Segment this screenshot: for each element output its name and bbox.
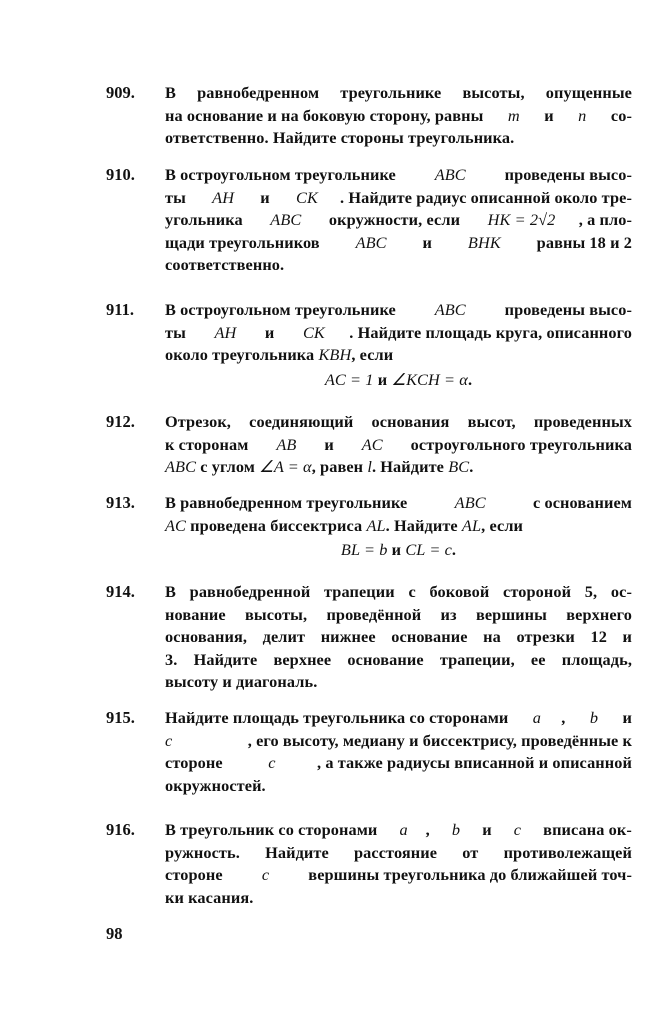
problem-number: 911. xyxy=(106,300,134,319)
math-expression: AB xyxy=(276,434,297,454)
text-line xyxy=(165,232,632,255)
text-segment: В равнобедренном треугольнике xyxy=(165,493,412,512)
problem-text xyxy=(165,819,632,909)
problem-number: 915. xyxy=(106,708,135,727)
math-expression: AC = 1 xyxy=(324,369,374,389)
math-expression: HK = 2√2 xyxy=(487,210,556,230)
text-segment: . xyxy=(467,369,473,389)
math-expression: ABC xyxy=(434,300,466,319)
text-line xyxy=(165,322,632,345)
math-expression: b xyxy=(589,708,599,727)
text-segment: вершины треугольника до ближайшей точ- xyxy=(304,865,632,885)
text-segment: и xyxy=(387,540,406,560)
text-segment: . Найдите радиус описанной около тре- xyxy=(340,187,632,207)
math-expression: AL xyxy=(461,515,482,535)
problem-909 xyxy=(106,82,632,150)
text-segment: с основанием xyxy=(528,493,632,512)
problem-text xyxy=(165,164,632,277)
math-expression: n xyxy=(578,105,587,125)
math-expression: ∠KCH = α xyxy=(391,369,468,389)
math-expression: CL = c xyxy=(405,540,452,560)
math-expression: AL xyxy=(366,515,386,535)
math-expression: BHK xyxy=(467,232,501,252)
problem-914 xyxy=(106,581,632,694)
problem-number: 916. xyxy=(106,820,135,839)
problem-number: 909. xyxy=(106,83,135,102)
problem-text xyxy=(165,707,632,797)
text-segment: на основание и на боковую сторону, равны xyxy=(165,105,488,125)
text-segment: . Найдите xyxy=(371,457,449,477)
text-segment: стороне xyxy=(165,753,227,773)
text-segment: В равнобедренном треугольнике высоты, опущенные xyxy=(165,83,632,102)
problem-text xyxy=(165,411,632,479)
text-segment: . xyxy=(469,457,474,477)
problem-number: 912. xyxy=(106,412,135,431)
text-segment: 3. Найдите верхнее основание трапеции, ее площадь, xyxy=(165,649,632,669)
page-number: 98 xyxy=(106,924,123,943)
text-segment: стороне xyxy=(165,865,227,885)
text-segment: и xyxy=(260,322,279,342)
problem-text xyxy=(165,492,632,562)
text-segment: проведена биссектриса xyxy=(186,515,367,535)
problem-number: 910. xyxy=(106,165,135,184)
text-segment: проведены высо- xyxy=(500,165,632,184)
math-expression: b xyxy=(451,820,461,839)
text-segment: и xyxy=(618,708,632,727)
math-expression: KBH xyxy=(318,345,352,365)
problem-910 xyxy=(106,164,632,277)
problem-number: 913. xyxy=(106,493,135,512)
text-segment: , равен xyxy=(311,457,368,477)
text-segment: и xyxy=(540,105,558,125)
text-segment: В треугольник со сторонами xyxy=(165,820,382,839)
text-segment: основания, делит нижнее основание на отрезки 12 и xyxy=(165,627,632,647)
text-line xyxy=(165,626,632,649)
text-segment: и xyxy=(418,232,437,252)
text-line xyxy=(165,671,632,694)
text-line xyxy=(165,842,632,865)
text-line xyxy=(165,411,632,434)
text-segment: . xyxy=(451,540,457,560)
text-segment: . Найдите площадь круга, описанного xyxy=(349,322,632,342)
text-line xyxy=(165,209,632,232)
text-segment: , xyxy=(425,820,434,839)
text-segment: окружностей. xyxy=(165,775,266,795)
text-segment: проведены высо- xyxy=(500,300,632,319)
text-segment: около треугольника xyxy=(165,345,319,365)
text-segment: , а также радиусы вписанной и описанной xyxy=(317,753,632,773)
math-expression: c xyxy=(513,820,522,839)
text-segment: и xyxy=(373,369,392,389)
text-line xyxy=(165,515,632,538)
text-segment: окружности, если xyxy=(324,210,465,230)
text-segment: , xyxy=(561,708,570,727)
text-segment: В остроугольном треугольнике xyxy=(165,165,401,184)
problem-911 xyxy=(106,299,632,391)
text-line xyxy=(165,864,632,887)
text-segment: и xyxy=(256,187,274,207)
math-expression: ABC xyxy=(270,210,302,230)
text-segment: со- xyxy=(606,105,632,125)
text-line xyxy=(165,649,632,672)
math-expression: c xyxy=(165,730,173,750)
math-expression: CK xyxy=(302,322,325,342)
text-segment: и xyxy=(320,434,338,454)
text-segment: ки касания. xyxy=(165,887,254,907)
text-segment: . Найдите xyxy=(385,515,462,535)
math-expression: ABC xyxy=(454,493,486,512)
text-segment: нование высоты, проведённой из вершины верхнего xyxy=(165,604,632,624)
text-segment: остроугольного треугольника xyxy=(406,434,632,454)
text-line xyxy=(165,299,632,322)
text-segment: , если xyxy=(351,345,394,365)
text-segment: В остроугольном треугольнике xyxy=(165,300,401,319)
math-expression: AH xyxy=(212,187,235,207)
text-line xyxy=(165,707,632,730)
math-expression: l xyxy=(367,457,372,477)
text-segment: ружность. Найдите расстояние от противолежащей xyxy=(165,842,632,862)
problem-number: 914. xyxy=(106,582,135,601)
text-segment: равны 18 и 2 xyxy=(532,232,632,252)
math-expression: AH xyxy=(214,322,237,342)
text-segment: высоту и диагональ. xyxy=(165,672,318,692)
text-line xyxy=(165,456,632,479)
text-line xyxy=(165,581,632,604)
text-segment: , если xyxy=(481,515,524,535)
text-line xyxy=(165,344,632,367)
text-segment: угольника xyxy=(165,210,247,230)
text-segment: ты xyxy=(165,187,191,207)
text-line xyxy=(165,604,632,627)
math-expression: ABC xyxy=(434,165,466,184)
text-segment: соответственно. xyxy=(165,255,285,275)
text-segment: , а пло- xyxy=(578,210,632,230)
text-segment: Отрезок, соединяющий основания высот, проведенных xyxy=(165,412,632,431)
math-expression: a xyxy=(399,820,408,839)
math-expression: AC xyxy=(361,434,383,454)
math-expression: c xyxy=(261,865,270,885)
formula-line xyxy=(106,369,632,392)
math-expression: BL = b xyxy=(340,540,388,560)
math-expression: ∠A = α xyxy=(259,457,312,477)
text-line xyxy=(165,752,632,775)
math-expression: m xyxy=(507,105,520,125)
text-line xyxy=(165,105,632,128)
formula-line xyxy=(106,539,632,562)
math-expression: BC xyxy=(448,457,470,477)
text-segment: ты xyxy=(165,322,191,342)
text-segment: Найдите площадь треугольника со сторонами xyxy=(165,708,513,727)
problem-913 xyxy=(106,492,632,562)
math-expression: a xyxy=(532,708,542,727)
text-segment: щади треугольников xyxy=(165,232,324,252)
text-line xyxy=(165,775,632,798)
text-line xyxy=(165,887,632,910)
text-line xyxy=(165,164,632,187)
text-segment: ответственно. Найдите стороны треугольника. xyxy=(165,128,515,148)
text-segment: В равнобедренной трапеции с боковой стороной 5, ос- xyxy=(165,582,632,601)
problem-text xyxy=(165,299,632,391)
text-line xyxy=(165,492,632,515)
text-line xyxy=(165,434,632,457)
text-line xyxy=(165,187,632,210)
problem-text xyxy=(165,581,632,694)
problem-912 xyxy=(106,411,632,479)
problem-text xyxy=(165,82,632,150)
math-expression: ABC xyxy=(165,457,197,477)
math-expression: AC xyxy=(165,515,187,535)
problem-916 xyxy=(106,819,632,909)
text-segment: и xyxy=(478,820,496,839)
math-expression: CK xyxy=(296,187,318,207)
text-segment: вписана ок- xyxy=(539,820,632,839)
text-line xyxy=(165,127,632,150)
problem-915 xyxy=(106,707,632,797)
text-segment: к сторонам xyxy=(165,434,253,454)
text-segment: , его высоту, медиану и биссектрису, проведённые к xyxy=(247,730,632,750)
text-line xyxy=(165,254,632,277)
text-line xyxy=(165,819,632,842)
text-line xyxy=(165,82,632,105)
text-line xyxy=(165,730,632,753)
text-segment: с углом xyxy=(196,457,260,477)
math-expression: c xyxy=(268,753,276,773)
math-expression: ABC xyxy=(355,232,387,252)
